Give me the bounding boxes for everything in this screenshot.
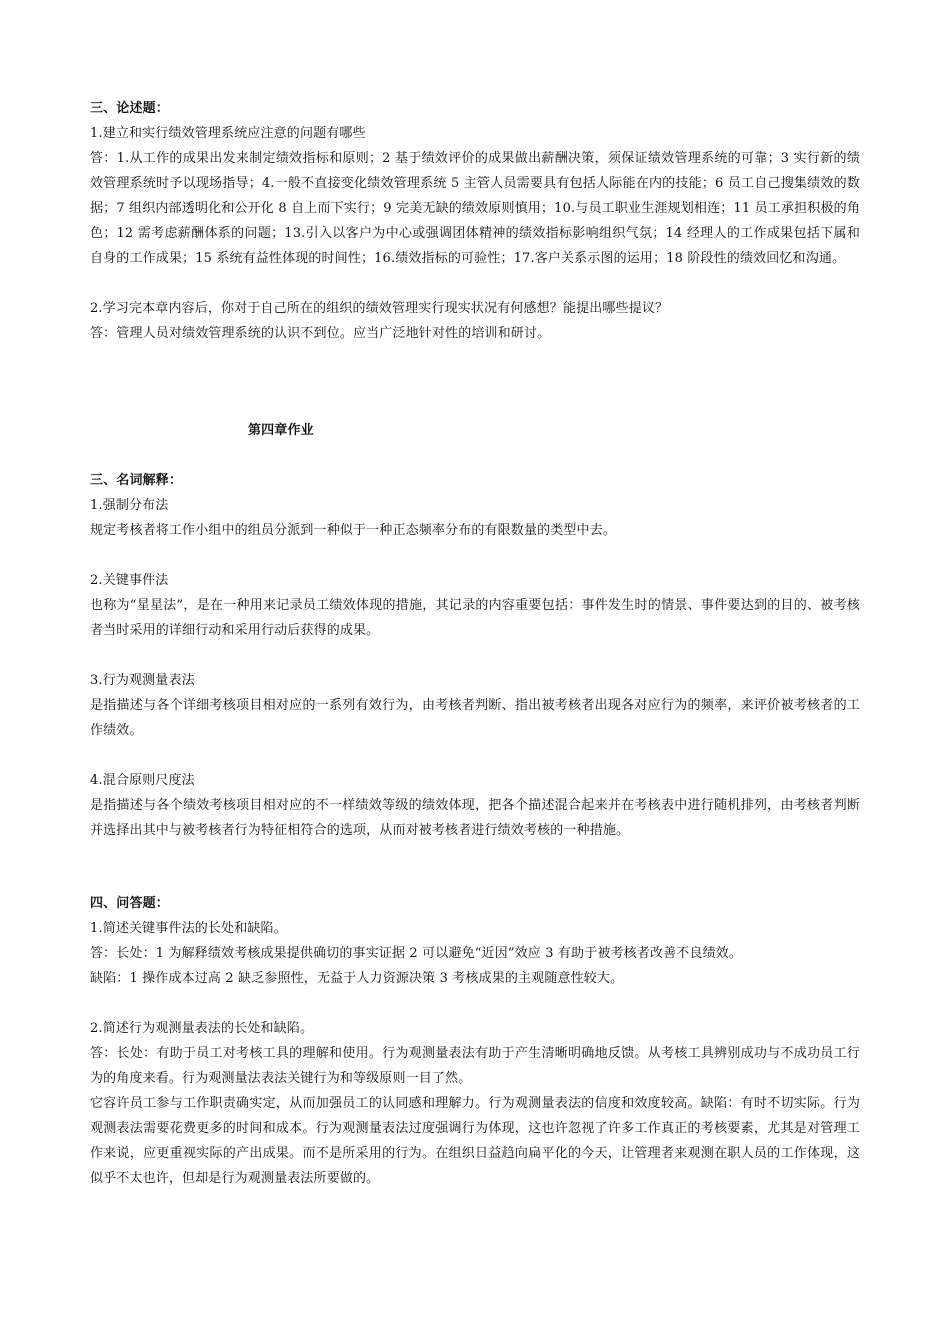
section-heading-essay: 三、论述题： bbox=[90, 101, 169, 116]
spacer bbox=[90, 643, 860, 668]
qa-answer-2-para-2: 它容许员工参与工作职责确实定，从而加强员工的认同感和理解力。行为观测量表法的信度和效度较高。缺陷：有时不切实际。行为观测表法需要花费更多的时间和成本。行为观测量表法过度强调行为体现，这也许忽视了许多工作真正的考核要素，尤其是对管理工作来说，应更重视实际的产出成果。而不是所采用的行为。在组织日益趋向扁平化的今天，让管理者来观测在职人员的工作体现，这似乎不太也许，但却是行为观测量表法所要做的。 bbox=[90, 1096, 860, 1186]
term-title-3: 3.行为观测量表法 bbox=[90, 673, 195, 688]
essay-question-1: 1.建立和实行绩效管理系统应注意的问题有哪些 bbox=[90, 126, 366, 141]
section-heading-qa: 四、问答题： bbox=[90, 896, 169, 911]
qa-answer-1-cons: 缺陷：1 操作成本过高 2 缺乏参照性，无益于人力资源决策 3 考核成果的主观随意性较大。 bbox=[90, 971, 624, 986]
essay-answer-1: 答：1.从工作的成果出发来制定绩效指标和原则；2 基于绩效评价的成果做出薪酬决策，须保证绩效管理系统的可靠；3 实行新的绩效管理系统时予以现场指导；4.一般不直接变化绩效管理系统 5 主管人员需要具有包括人际能在内的技能；6 员工自己搜集绩效的数据；7 组织内部透明化和公开化 8 自上而下实行；9 完美无缺的绩效原则慎用；10.与员工职业生涯规划相连；11 员工承担积极的角色；12 需考虑薪酬体系的问题；13.引入以客户为中心或强调团体精神的绩效指标影响组织气氛；14 经理人的工作成果包括下属和自身的工作成果；15 系统有益性体现的时间性；16.绩效指标的可验性；17.客户关系示图的运用；18 阶段性的绩效回忆和沟通。 bbox=[90, 151, 860, 266]
document-page bbox=[90, 96, 860, 1191]
term-title-4: 4.混合原则尺度法 bbox=[90, 773, 195, 788]
term-definition-4: 是指描述与各个绩效考核项目相对应的不一样绩效等级的绩效体现，把各个描述混合起来并在考核表中进行随机排列，由考核者判断并选择出其中与被考核者行为特征相符合的选项，从而对被考核者进行绩效考核的一种措施。 bbox=[90, 798, 860, 838]
spacer bbox=[90, 346, 860, 418]
qa-question-1: 1.简述关键事件法的长处和缺陷。 bbox=[90, 921, 287, 936]
chapter-title: 第四章作业 bbox=[248, 423, 314, 438]
essay-answer-2: 答：管理人员对绩效管理系统的认识不到位。应当广泛地针对性的培训和研讨。 bbox=[90, 326, 551, 341]
term-definition-3: 是指描述与各个详细考核项目相对应的一系列有效行为，由考核者判断、指出被考核者出现各对应行为的频率，来评价被考核者的工作绩效。 bbox=[90, 698, 860, 738]
term-title-2: 2.关键事件法 bbox=[90, 573, 169, 588]
spacer bbox=[90, 543, 860, 568]
qa-answer-2-para-1: 答：长处：有助于员工对考核工具的理解和使用。行为观测量表法有助于产生清晰明确地反馈。从考核工具辨别成功与不成功员工行为的角度来看。行为观测量法表法关键行为和等级原则一目了然。 bbox=[90, 1046, 860, 1086]
spacer bbox=[90, 271, 860, 296]
spacer bbox=[90, 991, 860, 1016]
qa-question-2: 2.简述行为观测量表法的长处和缺陷。 bbox=[90, 1021, 314, 1036]
spacer bbox=[90, 443, 860, 468]
term-definition-1: 规定考核者将工作小组中的组员分派到一种似于一种正态频率分布的有限数量的类型中去。 bbox=[90, 523, 617, 538]
essay-question-2: 2.学习完本章内容后，你对于自己所在的组织的绩效管理实行现实状况有何感想？能提出哪些提议？ bbox=[90, 301, 669, 316]
spacer bbox=[90, 843, 860, 891]
term-definition-2: 也称为“星星法”，是在一种用来记录员工绩效体现的措施，其记录的内容重要包括：事件发生时的情景、事件要达到的目的、被考核者当时采用的详细行动和采用行动后获得的成果。 bbox=[90, 598, 860, 638]
spacer bbox=[90, 743, 860, 768]
term-title-1: 1.强制分布法 bbox=[90, 498, 169, 513]
section-heading-terms: 三、名词解释： bbox=[90, 473, 183, 488]
qa-answer-1-pros: 答：长处：1 为解释绩效考核成果提供确切的事实证据 2 可以避免“近因”效应 3 有助于被考核者改善不良绩效。 bbox=[90, 946, 743, 961]
